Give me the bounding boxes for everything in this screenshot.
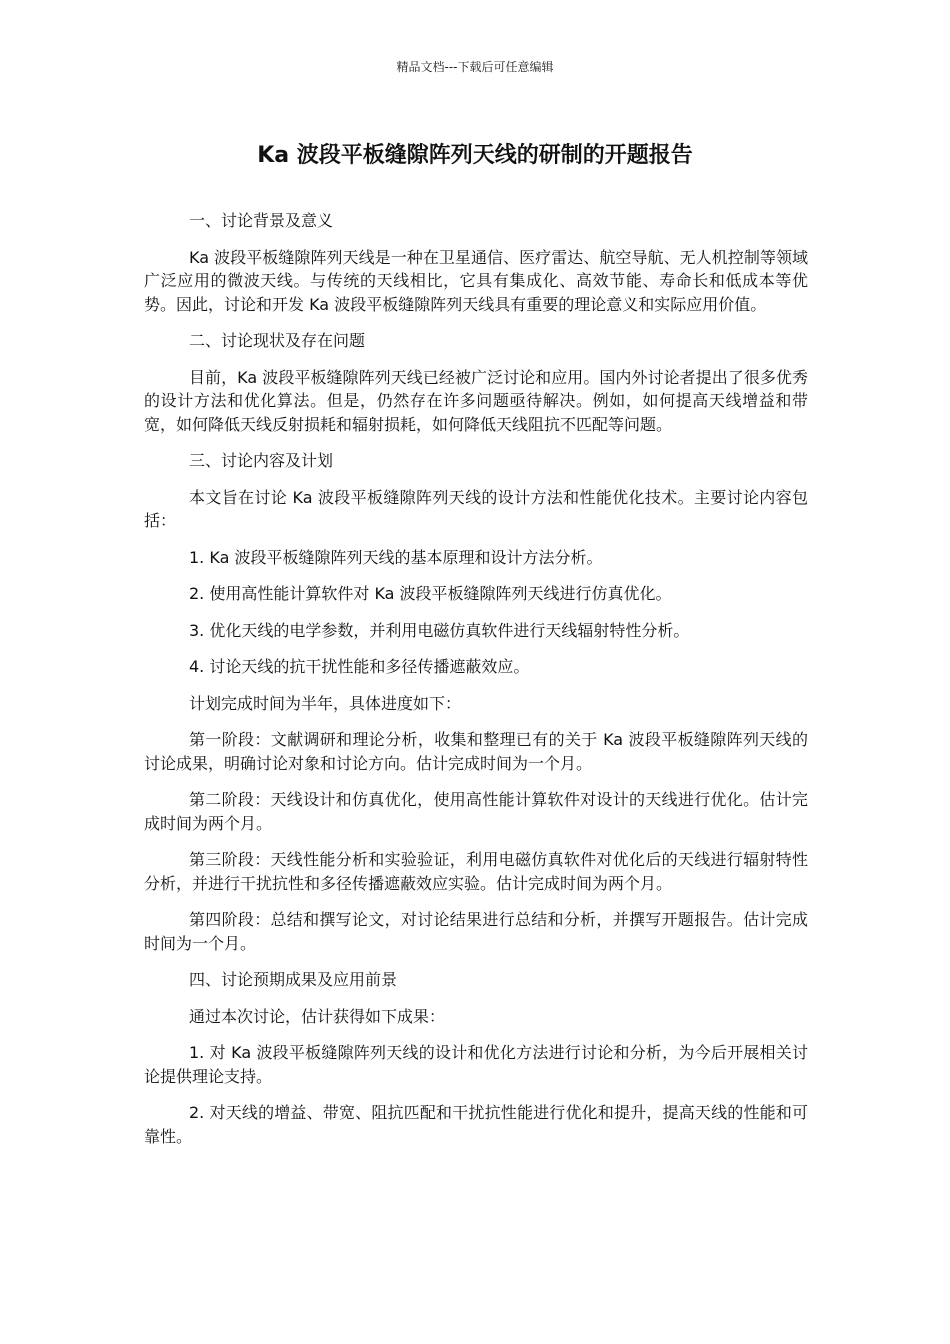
- list-item-content-2: 2. 使用高性能计算软件对 Ka 波段平板缝隙阵列天线进行仿真优化。: [189, 584, 672, 603]
- paragraph-background: Ka 波段平板缝隙阵列天线是一种在卫星通信、医疗雷达、航空导航、无人机控制等领域广泛应用的微波天线。与传统的天线相比，它具有集成化、高效节能、寿命长和低成本等优势。因此，讨论和开发 Ka 波段平板缝隙阵列天线具有重要的理论意义和实际应用价值。: [144, 247, 808, 314]
- section-heading-status: 二、讨论现状及存在问题: [189, 331, 366, 350]
- list-item-outcome-2: 2. 对天线的增益、带宽、阻抗匹配和干扰抗性能进行优化和提升，提高天线的性能和可靠性。: [144, 1103, 808, 1146]
- list-item-outcome-1: 1. 对 Ka 波段平板缝隙阵列天线的设计和优化方法进行讨论和分析，为今后开展相关讨论提供理论支持。: [144, 1043, 808, 1086]
- schedule-stage-3: 第三阶段：天线性能分析和实验验证，利用电磁仿真软件对优化后的天线进行辐射特性分析，并进行干扰抗性和多径传播遮蔽效应实验。估计完成时间为两个月。: [144, 850, 808, 893]
- paragraph-status: 目前，Ka 波段平板缝隙阵列天线已经被广泛讨论和应用。国内外讨论者提出了很多优秀的设计方法和优化算法。但是，仍然存在许多问题亟待解决。例如，如何提高天线增益和带宽，如何降低天线反射损耗和辐射损耗，如何降低天线阻抗不匹配等问题。: [144, 367, 808, 434]
- section-heading-content-plan: 三、讨论内容及计划: [189, 451, 334, 470]
- schedule-stage-4: 第四阶段：总结和撰写论文，对讨论结果进行总结和分析，并撰写开题报告。估计完成时间为一个月。: [144, 910, 808, 953]
- list-item-content-1: 1. Ka 波段平板缝隙阵列天线的基本原理和设计方法分析。: [189, 547, 603, 567]
- section-heading-background: 一、讨论背景及意义: [189, 211, 334, 230]
- schedule-stage-1: 第一阶段：文献调研和理论分析，收集和整理已有的关于 Ka 波段平板缝隙阵列天线的讨论成果，明确讨论对象和讨论方向。估计完成时间为一个月。: [144, 730, 808, 773]
- page-header-note: 精品文档---下载后可任意编辑: [396, 60, 554, 74]
- document-title: Ka 波段平板缝隙阵列天线的研制的开题报告: [257, 143, 693, 168]
- schedule-stage-2: 第二阶段：天线设计和仿真优化，使用高性能计算软件对设计的天线进行优化。估计完成时间为两个月。: [144, 790, 808, 833]
- document-body: [144, 209, 808, 1161]
- list-item-content-3: 3. 优化天线的电学参数，并利用电磁仿真软件进行天线辐射特性分析。: [189, 620, 690, 640]
- paragraph-schedule-intro: 计划完成时间为半年，具体进度如下：: [189, 693, 462, 713]
- list-item-content-4: 4. 讨论天线的抗干扰性能和多径传播遮蔽效应。: [189, 657, 530, 676]
- section-heading-outcomes: 四、讨论预期成果及应用前景: [189, 970, 398, 989]
- paragraph-content-intro: 本文旨在讨论 Ka 波段平板缝隙阵列天线的设计方法和性能优化技术。主要讨论内容包括：: [144, 487, 808, 530]
- paragraph-outcomes-intro: 通过本次讨论，估计获得如下成果：: [189, 1006, 446, 1026]
